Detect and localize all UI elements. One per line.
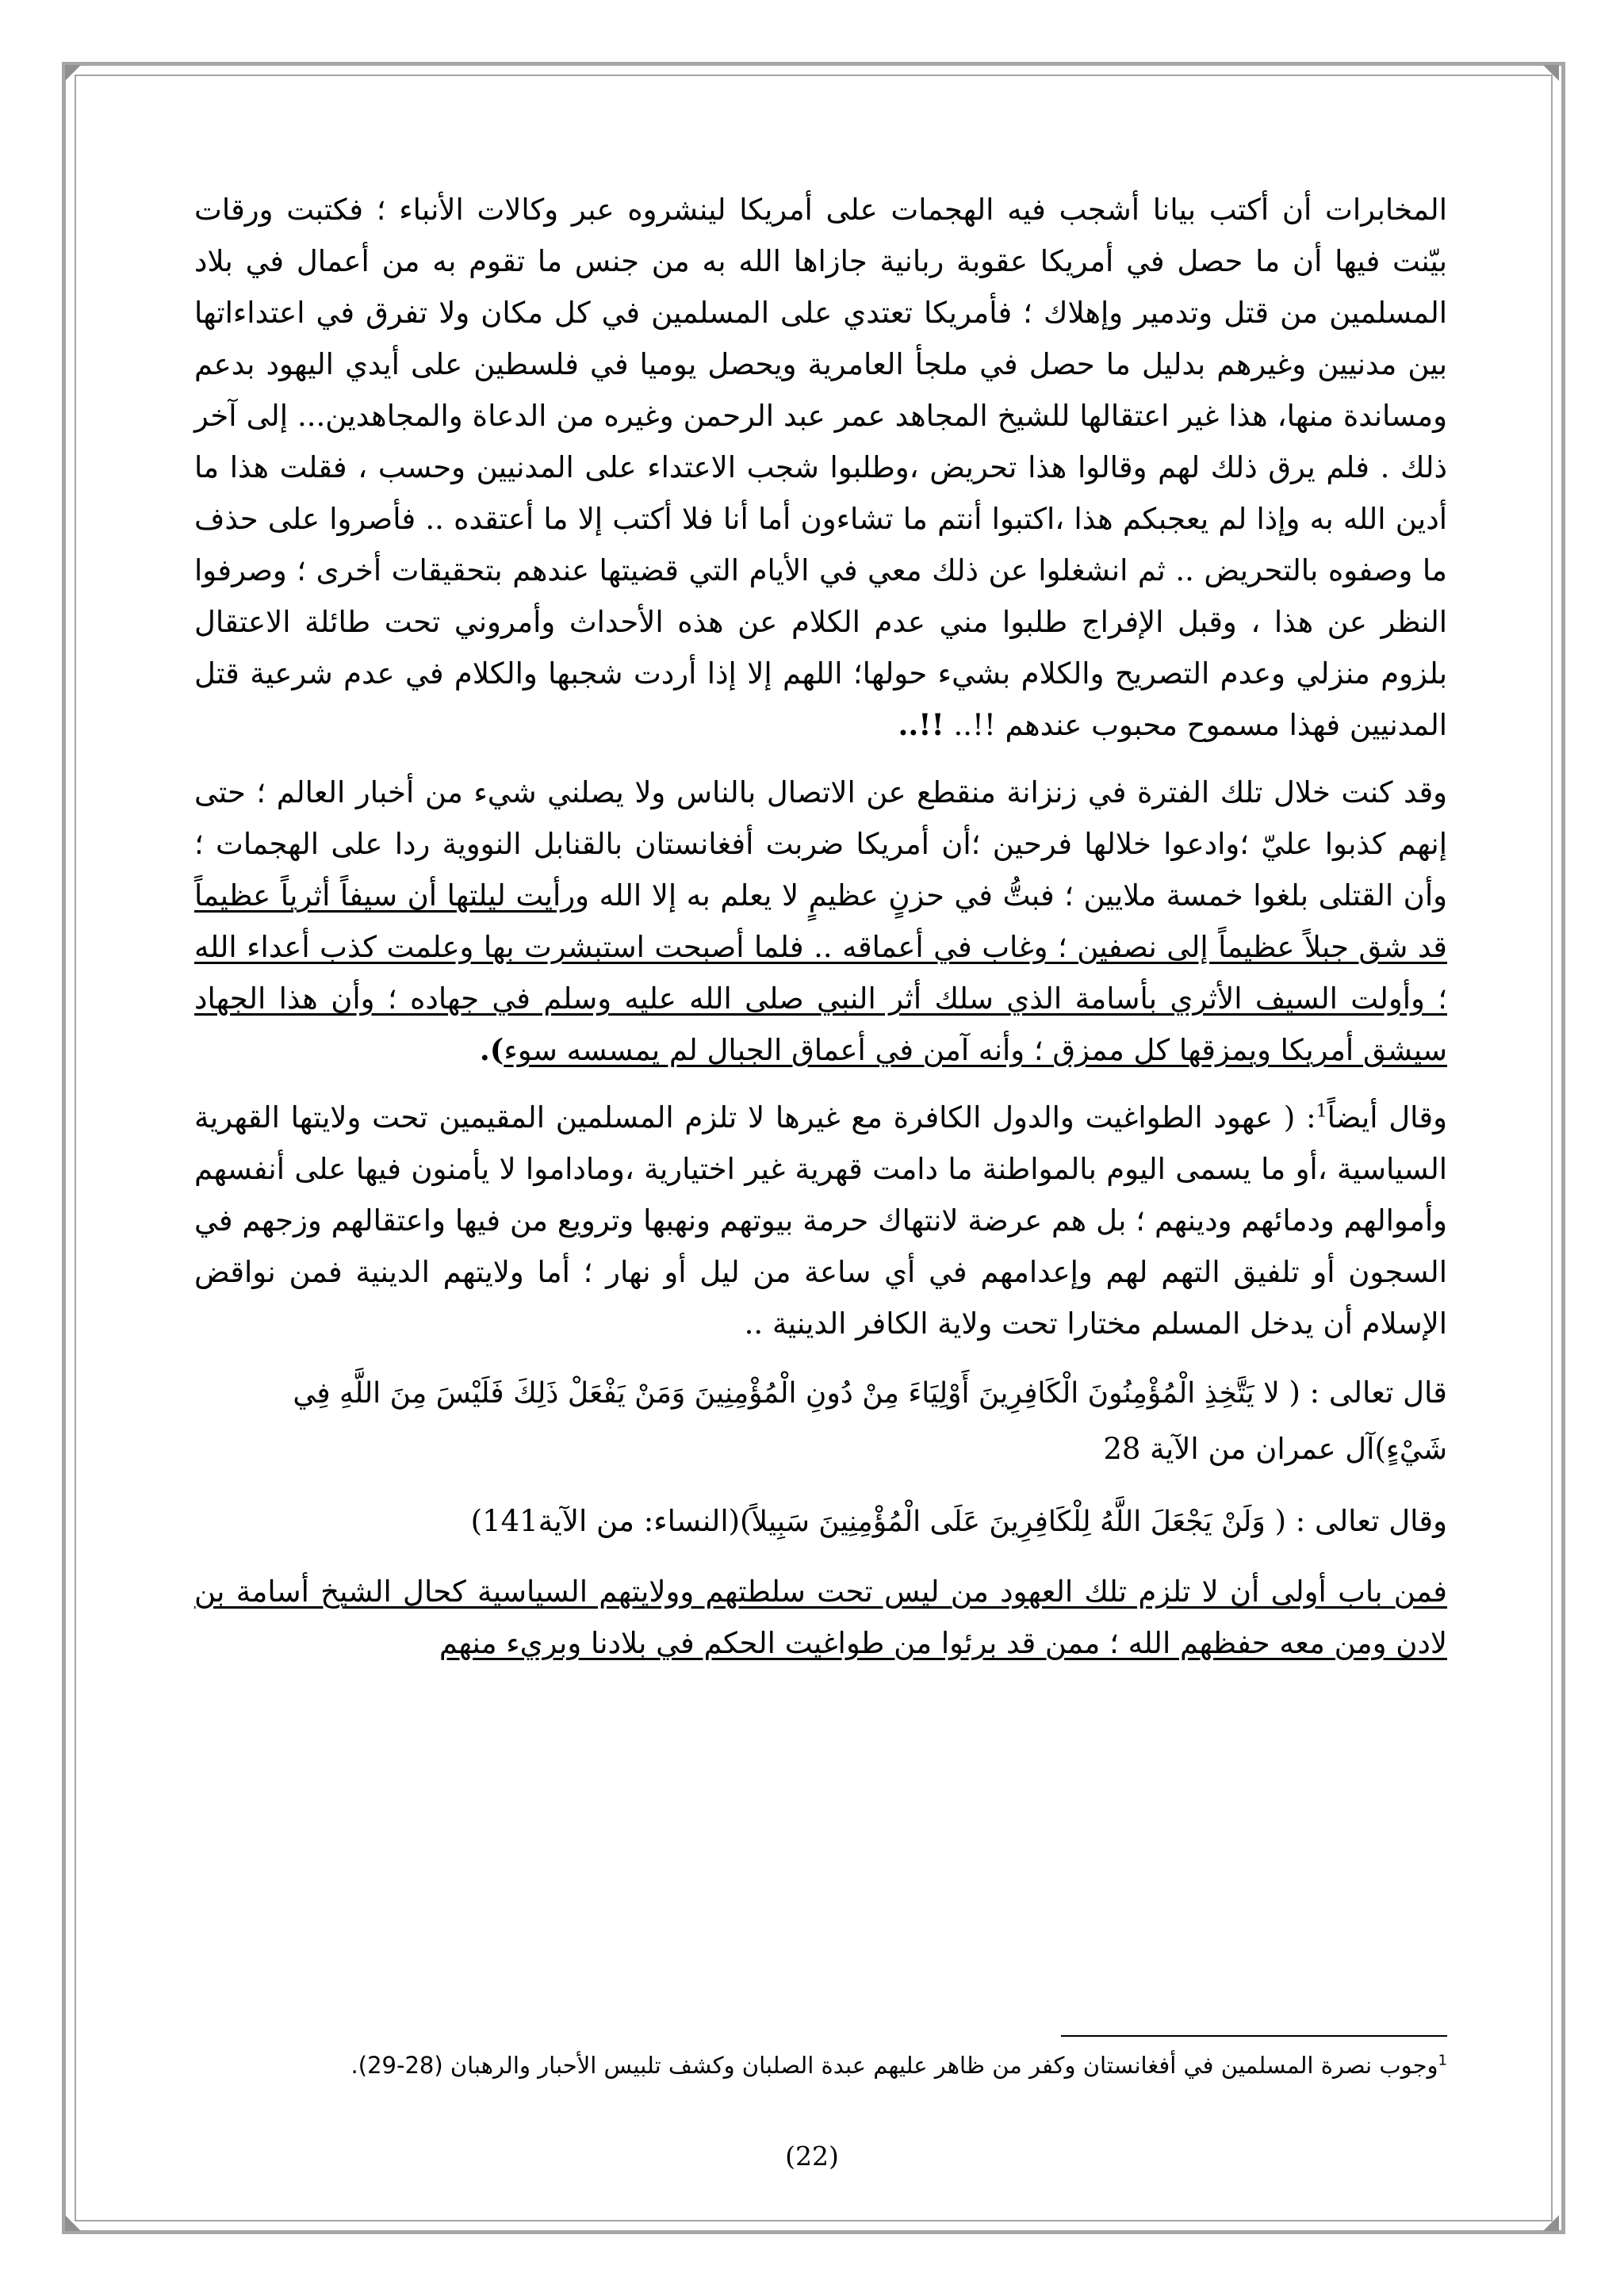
page-body <box>194 184 1447 1669</box>
quran-verse <box>194 1494 1447 1550</box>
verse-reference: )آل عمران من الآية 28 <box>1103 1432 1386 1466</box>
paragraph <box>194 1566 1447 1669</box>
paragraph-text: ( عهود الطواغيت والدول الكافرة مع غيرها لا تلزم المسلمين المقيمين تحت ولايتها القهرية السياسية ،أو ما يسمى اليوم بالمواطنة ما دامت قهرية غير اختيارية ،وماداموا لا يأمنون فيها على أنفسهم وأموالهم ودمائهم ودينهم ؛ بل هم عرضة لانتهاك حرمة بيوتهم ونهبها وترويع من فيها واعتقالهم وزجهم في السجون أو تلفيق التهم لهم وإعدامهم في أي ساعة من ليل أو نهار ؛ أما ولايتهم الدينية فمن نواقض الإسلام أن يدخل المسلم مختارا تحت ولاية الكافر الدينية .. <box>194 1100 1447 1341</box>
page-number: (22) <box>785 2141 839 2172</box>
underlined-text: فمن باب أولى أن لا تلزم تلك العهود من ليس تحت سلطتهم وولايتهم السياسية كحال الشيخ أسامة بن لادن ومن معه حفظهم الله ؛ ممن قد برئوا من طواغيت الحكم في بلادنا وبريء منهم <box>194 1575 1447 1660</box>
paragraph <box>194 1092 1447 1349</box>
verse-intro: وقال تعالى : ( <box>1274 1504 1447 1538</box>
exclamation-mark: !!.. <box>898 707 944 742</box>
colon: : <box>1306 1100 1316 1135</box>
footnote <box>194 2049 1447 2081</box>
closing-mark: ). <box>479 1032 504 1067</box>
underlined-text: رأيت ليلتها أن سيفاً أثرياً عظيماً قد شق جبلاً عظيماً إلى نصفين ؛ وغاب في أعماقه .. فلما أصبحت استبشرت بها وعلمت كذب أعداء الله ؛ وأولت السيف الأثري بأسامة الذي سلك أثر النبي صلى الله عليه وسلم في جهاده ؛ وأن هذا الجهاد سيشق أمريكا ويمزقها كل ممزق ؛ وأنه آمن في أعماق الجبال لم يمسسه سوء <box>194 878 1447 1067</box>
paragraph <box>194 767 1447 1076</box>
corner-ornament <box>65 65 81 81</box>
footnote-reference[interactable]: 1 <box>1316 1101 1327 1122</box>
corner-ornament <box>65 2215 81 2231</box>
corner-ornament <box>1543 65 1559 81</box>
verse-intro: قال تعالى : ( <box>1289 1376 1447 1410</box>
footnote-separator <box>1061 2035 1447 2037</box>
paragraph-text: وقال أيضاً <box>1327 1100 1447 1135</box>
verse-text: وَلَنْ يَجْعَلَ اللَّهُ لِلْكَافِرِينَ عَلَى الْمُؤْمِنِينَ سَبِيلاً <box>751 1506 1266 1538</box>
paragraph-text: المخابرات أن أكتب بيانا أشجب فيه الهجمات على أمريكا لينشروه عبر وكالات الأنباء ؛ فكتبت ورقات بيّنت فيها أن ما حصل في أمريكا عقوبة ربانية جازاها الله به من جنس ما تقوم به من أعمال في بلاد المسلمين من قتل وتدمير وإهلاك ؛ فأمريكا تعتدي على المسلمين في كل مكان ولا تفرق في اعتداءاتها بين مدنيين وغيرهم بدليل ما حصل في ملجأ العامرية ويحصل يوميا في فلسطين على أيدي اليهود بدعم ومساندة منها، هذا غير اعتقالها للشيخ المجاهد عمر عبد الرحمن وغيره من الدعاة والمجاهدين... إلى آخر ذلك . فلم يرق ذلك لهم وقالوا هذا تحريض ،وطلبوا شجب الاعتداء على المدنيين وحسب ، فقلت هذا ما أدين الله به وإذا لم يعجبكم هذا ،اكتبوا أنتم ما تشاءون أما أنا فلا أكتب إلا ما أعتقده .. فأصروا على حذف ما وصفوه بالتحريض .. ثم انشغلوا عن ذلك معي في الأيام التي قضيتها عندهم بتحقيقات أخرى ؛ وصرفوا النظر عن هذا ، وقبل الإفراج طلبوا مني عدم الكلام عن هذه الأحداث وأمروني تحت طائلة الاعتقال بلزوم منزلي وعدم التصريح والكلام بشيء حولها؛ اللهم إلا إذا أردت شجبها والكلام في عدم شرعية قتل المدنيين فهذا مسموح محبوب عندهم !!.. <box>194 193 1447 742</box>
verse-text: لا يَتَّخِذِ الْمُؤْمِنُونَ الْكَافِرِينَ أَوْلِيَاءَ مِنْ دُونِ الْمُؤْمِنِينَ وَمَنْ يَفْعَلْ ذَلِكَ فَلَيْسَ مِنَ اللَّهِ فِي شَيْءٍ <box>293 1377 1447 1466</box>
footnote-text: وجوب نصرة المسلمين في أفغانستان وكفر من ظاهر عليهم عبدة الصلبان وكشف تلبيس الأحبار والرهبان (28-29). <box>350 2052 1438 2079</box>
paragraph-text: وقد كنت خلال تلك الفترة في زنزانة منقطع عن الاتصال بالناس ولا يصلني شيء من أخبار العالم ؛ حتى إنهم كذبوا عليّ ؛وادعوا خلالها فرحين ؛أن أمريكا ضربت أفغانستان بالقنابل النووية ردا على الهجمات ؛وأن القتلى بلغوا خمسة ملايين ؛ فبتُّ في حزنٍ عظيمٍ لا يعلم به إلا الله و <box>194 775 1447 913</box>
corner-ornament <box>1543 2215 1559 2231</box>
quran-verse <box>194 1365 1447 1478</box>
paragraph <box>194 184 1447 751</box>
verse-reference: )(النساء: من الآية141) <box>470 1504 752 1538</box>
footnote-marker: 1 <box>1438 2052 1447 2069</box>
